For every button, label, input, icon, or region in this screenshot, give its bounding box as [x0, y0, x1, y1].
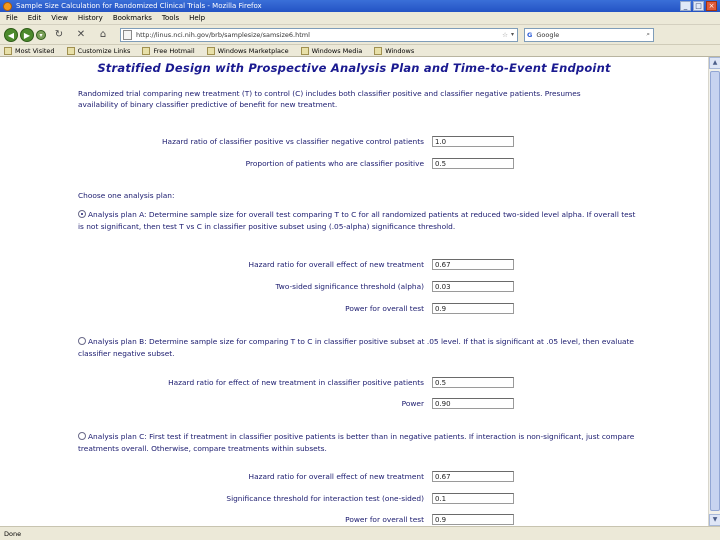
menu-tools[interactable]: Tools [161, 14, 180, 22]
plan-c-text: Analysis plan C: First test if treatment in classifier positive patients is better than in negative patients. If interaction is non-significant, just compare treatments overall. Otherwise, compare treatments within subsets. [78, 432, 635, 453]
form-row [60, 493, 514, 504]
intro-text: Randomized trial comparing new treatment (T) to control (C) includes both classifier positive and classifier negative patients. Presumes availability of binary classifier predictive of benefit for new treatment. [78, 89, 581, 109]
close-button[interactable]: × [706, 1, 717, 11]
status-bar [0, 526, 720, 540]
scroll-up-icon[interactable]: ▲ [709, 57, 720, 69]
page-title: Stratified Design with Prospective Analysis Plan and Time-to-Event Endpoint [97, 61, 611, 75]
form-row [60, 514, 514, 525]
bookmark-item[interactable]: Windows [374, 47, 414, 55]
bookmark-page-icon [207, 47, 215, 55]
page-content [0, 57, 708, 526]
search-engine-icon[interactable]: G [527, 30, 533, 39]
bookmark-page-icon [67, 47, 75, 55]
plan-b-hazard-ratio-input[interactable] [432, 377, 514, 388]
menu-edit[interactable]: Edit [27, 14, 42, 22]
url-dropdown-icon[interactable]: ▾ [510, 31, 514, 38]
back-arrow-icon[interactable]: ◀ [4, 28, 18, 42]
plan-a-hazard-ratio-input[interactable] [432, 259, 514, 270]
plan-a-power-input[interactable] [432, 303, 514, 314]
scroll-down-icon[interactable]: ▼ [709, 514, 720, 526]
field-label: Hazard ratio for effect of new treatment in classifier positive patients [168, 378, 424, 387]
field-label: Significance threshold for interaction test (one-sided) [226, 494, 424, 503]
hazard-ratio-classifier-input[interactable] [432, 136, 514, 147]
forward-arrow-icon[interactable]: ▶ [20, 28, 34, 42]
field-label: Power for overall test [345, 515, 424, 524]
plan-b-option[interactable] [78, 336, 638, 359]
search-input[interactable]: Google [536, 30, 560, 39]
field-label: Power for overall test [345, 304, 424, 313]
plan-b-power-input[interactable] [432, 398, 514, 409]
minimize-button[interactable]: _ [680, 1, 691, 11]
url-text[interactable]: http://linus.nci.nih.gov/brb/samplesize/samsize6.html [136, 30, 310, 39]
form-row [60, 471, 514, 482]
bookmark-page-icon [374, 47, 382, 55]
status-text: Done [4, 529, 22, 538]
menu-bar [0, 12, 720, 25]
plan-a-option[interactable] [78, 209, 638, 232]
menu-help[interactable]: Help [189, 14, 206, 22]
plan-c-interaction-threshold-input[interactable] [432, 493, 514, 504]
home-icon[interactable]: ⌂ [99, 28, 107, 40]
plan-c-option[interactable] [78, 431, 638, 454]
form-row [60, 158, 514, 169]
field-label: Hazard ratio for overall effect of new treatment [248, 472, 424, 481]
bookmark-page-icon [142, 47, 150, 55]
plan-c-power-input[interactable] [432, 514, 514, 525]
stop-icon[interactable]: ✕ [76, 28, 86, 40]
menu-bookmarks[interactable]: Bookmarks [112, 14, 152, 22]
form-row [60, 398, 514, 409]
plan-c-radio[interactable] [78, 432, 86, 440]
field-label: Proportion of patients who are classifier positive [245, 159, 424, 168]
history-dropdown-icon[interactable]: ▾ [36, 30, 46, 40]
plan-a-radio[interactable] [78, 210, 86, 218]
field-label: Power [401, 399, 424, 408]
bookmarks-toolbar [0, 45, 720, 57]
choose-plan-label: Choose one analysis plan: [78, 191, 175, 200]
reload-icon[interactable]: ↻ [54, 28, 64, 40]
plan-a-text: Analysis plan A: Determine sample size for overall test comparing T to C for all randomized patients at reduced two-sided level alpha. If overall test is not significant, then test T vs C in classifier positive subset using (.05-alpha) significance threshold. [78, 210, 636, 231]
bookmark-item[interactable]: Windows Media [301, 47, 363, 55]
url-bar[interactable] [120, 28, 518, 42]
form-row [60, 136, 514, 147]
window-title: Sample Size Calculation for Randomized Clinical Trials - Mozilla Firefox [16, 2, 262, 10]
search-bar[interactable] [524, 28, 654, 42]
field-label: Hazard ratio of classifier positive vs classifier negative control patients [162, 137, 424, 146]
scrollbar-thumb[interactable] [710, 71, 720, 511]
page-icon [123, 30, 132, 40]
field-label: Two-sided significance threshold (alpha) [275, 282, 424, 291]
bookmark-item[interactable]: Free Hotmail [142, 47, 194, 55]
form-row [60, 281, 514, 292]
navigation-toolbar [0, 25, 720, 45]
bookmark-page-icon [301, 47, 309, 55]
firefox-icon [3, 2, 12, 11]
search-icon[interactable]: ⌕ [646, 30, 650, 38]
bookmark-item[interactable]: Windows Marketplace [207, 47, 289, 55]
form-row [60, 377, 514, 388]
proportion-positive-input[interactable] [432, 158, 514, 169]
bookmark-item[interactable]: Customize Links [67, 47, 131, 55]
plan-a-alpha-input[interactable] [432, 281, 514, 292]
menu-file[interactable]: File [6, 14, 18, 22]
bookmark-folder-icon [4, 47, 12, 55]
menu-history[interactable]: History [77, 14, 103, 22]
window-titlebar [0, 0, 720, 12]
vertical-scrollbar[interactable] [708, 57, 720, 526]
plan-b-radio[interactable] [78, 337, 86, 345]
bookmark-item[interactable]: Most Visited [4, 47, 55, 55]
field-label: Hazard ratio for overall effect of new treatment [248, 260, 424, 269]
plan-b-text: Analysis plan B: Determine sample size for comparing T to C in classifier positive subset at .05 level. If that is significant at .05 level, then evaluate classifier negative subset. [78, 337, 634, 358]
plan-c-hazard-ratio-input[interactable] [432, 471, 514, 482]
menu-view[interactable]: View [51, 14, 68, 22]
form-row [60, 259, 514, 270]
maximize-button[interactable]: □ [693, 1, 704, 11]
form-row [60, 303, 514, 314]
bookmark-star-icon[interactable]: ☆ [502, 30, 508, 39]
